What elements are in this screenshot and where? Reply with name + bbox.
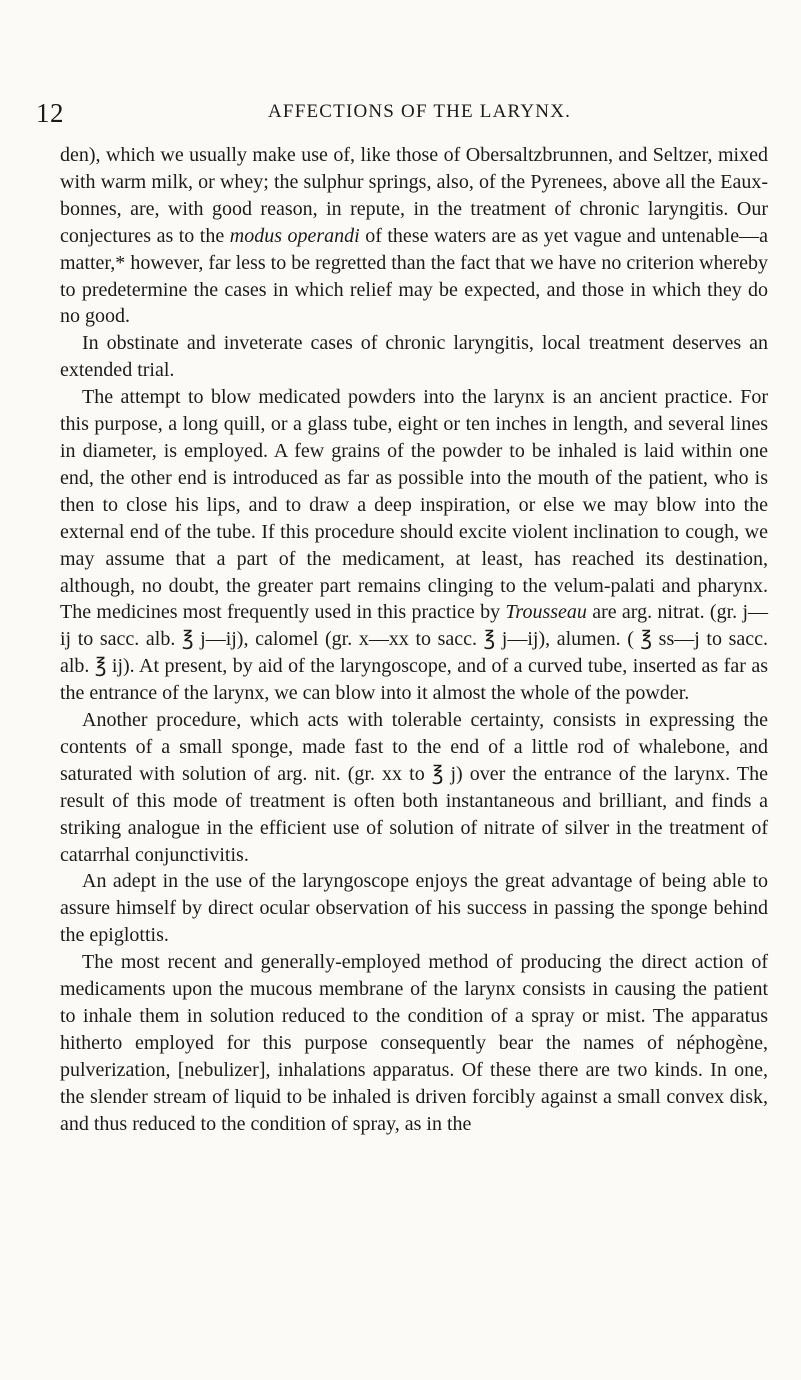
body-text (60, 142, 768, 1138)
paragraph-local-treatment: In obstinate and inveterate cases of chronic laryngitis, local treatment deserves an extended trial. (60, 332, 768, 382)
running-title: AFFECTIONS OF THE LARYNX. (268, 101, 572, 122)
page-number: 12 (36, 98, 64, 128)
paragraph-medicated-powders (60, 384, 768, 707)
italic-phrase: modus operandi (229, 224, 360, 247)
paragraph-spray-inhalation: The most recent and generally-employed method of producing the direct action of medicaments upon the mucous membrane of the larynx consists in causing the patient to inhale them in solution reduced to the condition of a spray or mist. The apparatus hitherto employed for this purpose consequently bear the names of néphogène, pulverization, [nebulizer], inhalations apparatus. Of these there are two kinds. In one, the slender stream of liquid to be inhaled is driven forcibly against a small convex disk, and thus reduced to the condition of spray, as in the (60, 951, 768, 1135)
paragraph-sponge-procedure: Another procedure, which acts with tolerable certainty, consists in expressing the contents of a small sponge, made fast to the end of a little rod of whalebone, and saturated with solution of arg. nit. (gr. xx to ℥ j) over the entrance of the larynx. The result of this mode of treatment is often both instantaneous and brilliant, and finds a striking analogue in the efficient use of solution of nitrate of silver in the treatment of catarrhal conjunctivitis. (60, 709, 768, 866)
paragraph-text: den), which we usually make use of, like those of Obersaltzbrunnen, and Seltzer, mixed with warm milk, or whey; the sulphur springs, also, of the Pyrenees, above all the Eaux-bonnes, are, with good reason, in repute, in the treatment of chronic laryngitis. Our conjectures as to the (60, 144, 768, 247)
paragraph-mineral-waters (60, 142, 768, 330)
running-head (36, 98, 761, 128)
paragraph-text: of these waters are as yet vague and untenable—a matter,* however, far less to be regretted than the fact that we have no criterion whereby to predetermine the cases in which relief may be expected, and those in which they do no good. (60, 224, 768, 328)
paragraph-text: The attempt to blow medicated powders into the larynx is an ancient practice. For this purpose, a long quill, or a glass tube, eight or ten inches in length, and several lines in diameter, is employed. A few grains of the powder to be inhaled is laid within one end, the other end is introduced as far as possible into the mouth of the patient, who is then to close his lips, and to draw a deep inspiration, or else we may blow into the external end of the tube. If this procedure should excite violent inclination to cough, we may assume that a part of the medicament, at least, has reached its destination, although, no doubt, the greater part remains clinging to the velum-palati and pharynx. The medicines most frequently used in this practice by (60, 386, 768, 624)
paragraph-text: are arg. nitrat. (gr. j—ij to sacc. alb. ℥ j—ij), calomel (gr. x—xx to sacc. ℥ j—ij), alumen. ( ℥ ss—j to sacc. alb. ℥ ij). At present, by aid of the laryngoscope, and of a curved tube, inserted as far as the entrance of the larynx, we can blow into it almost the whole of the powder. (60, 601, 768, 705)
paragraph-laryngoscope-adept: An adept in the use of the laryngoscope enjoys the great advantage of being able to assure himself by direct ocular observation of his success in passing the sponge behind the epiglottis. (60, 870, 768, 947)
italic-name: Trousseau (505, 601, 587, 624)
